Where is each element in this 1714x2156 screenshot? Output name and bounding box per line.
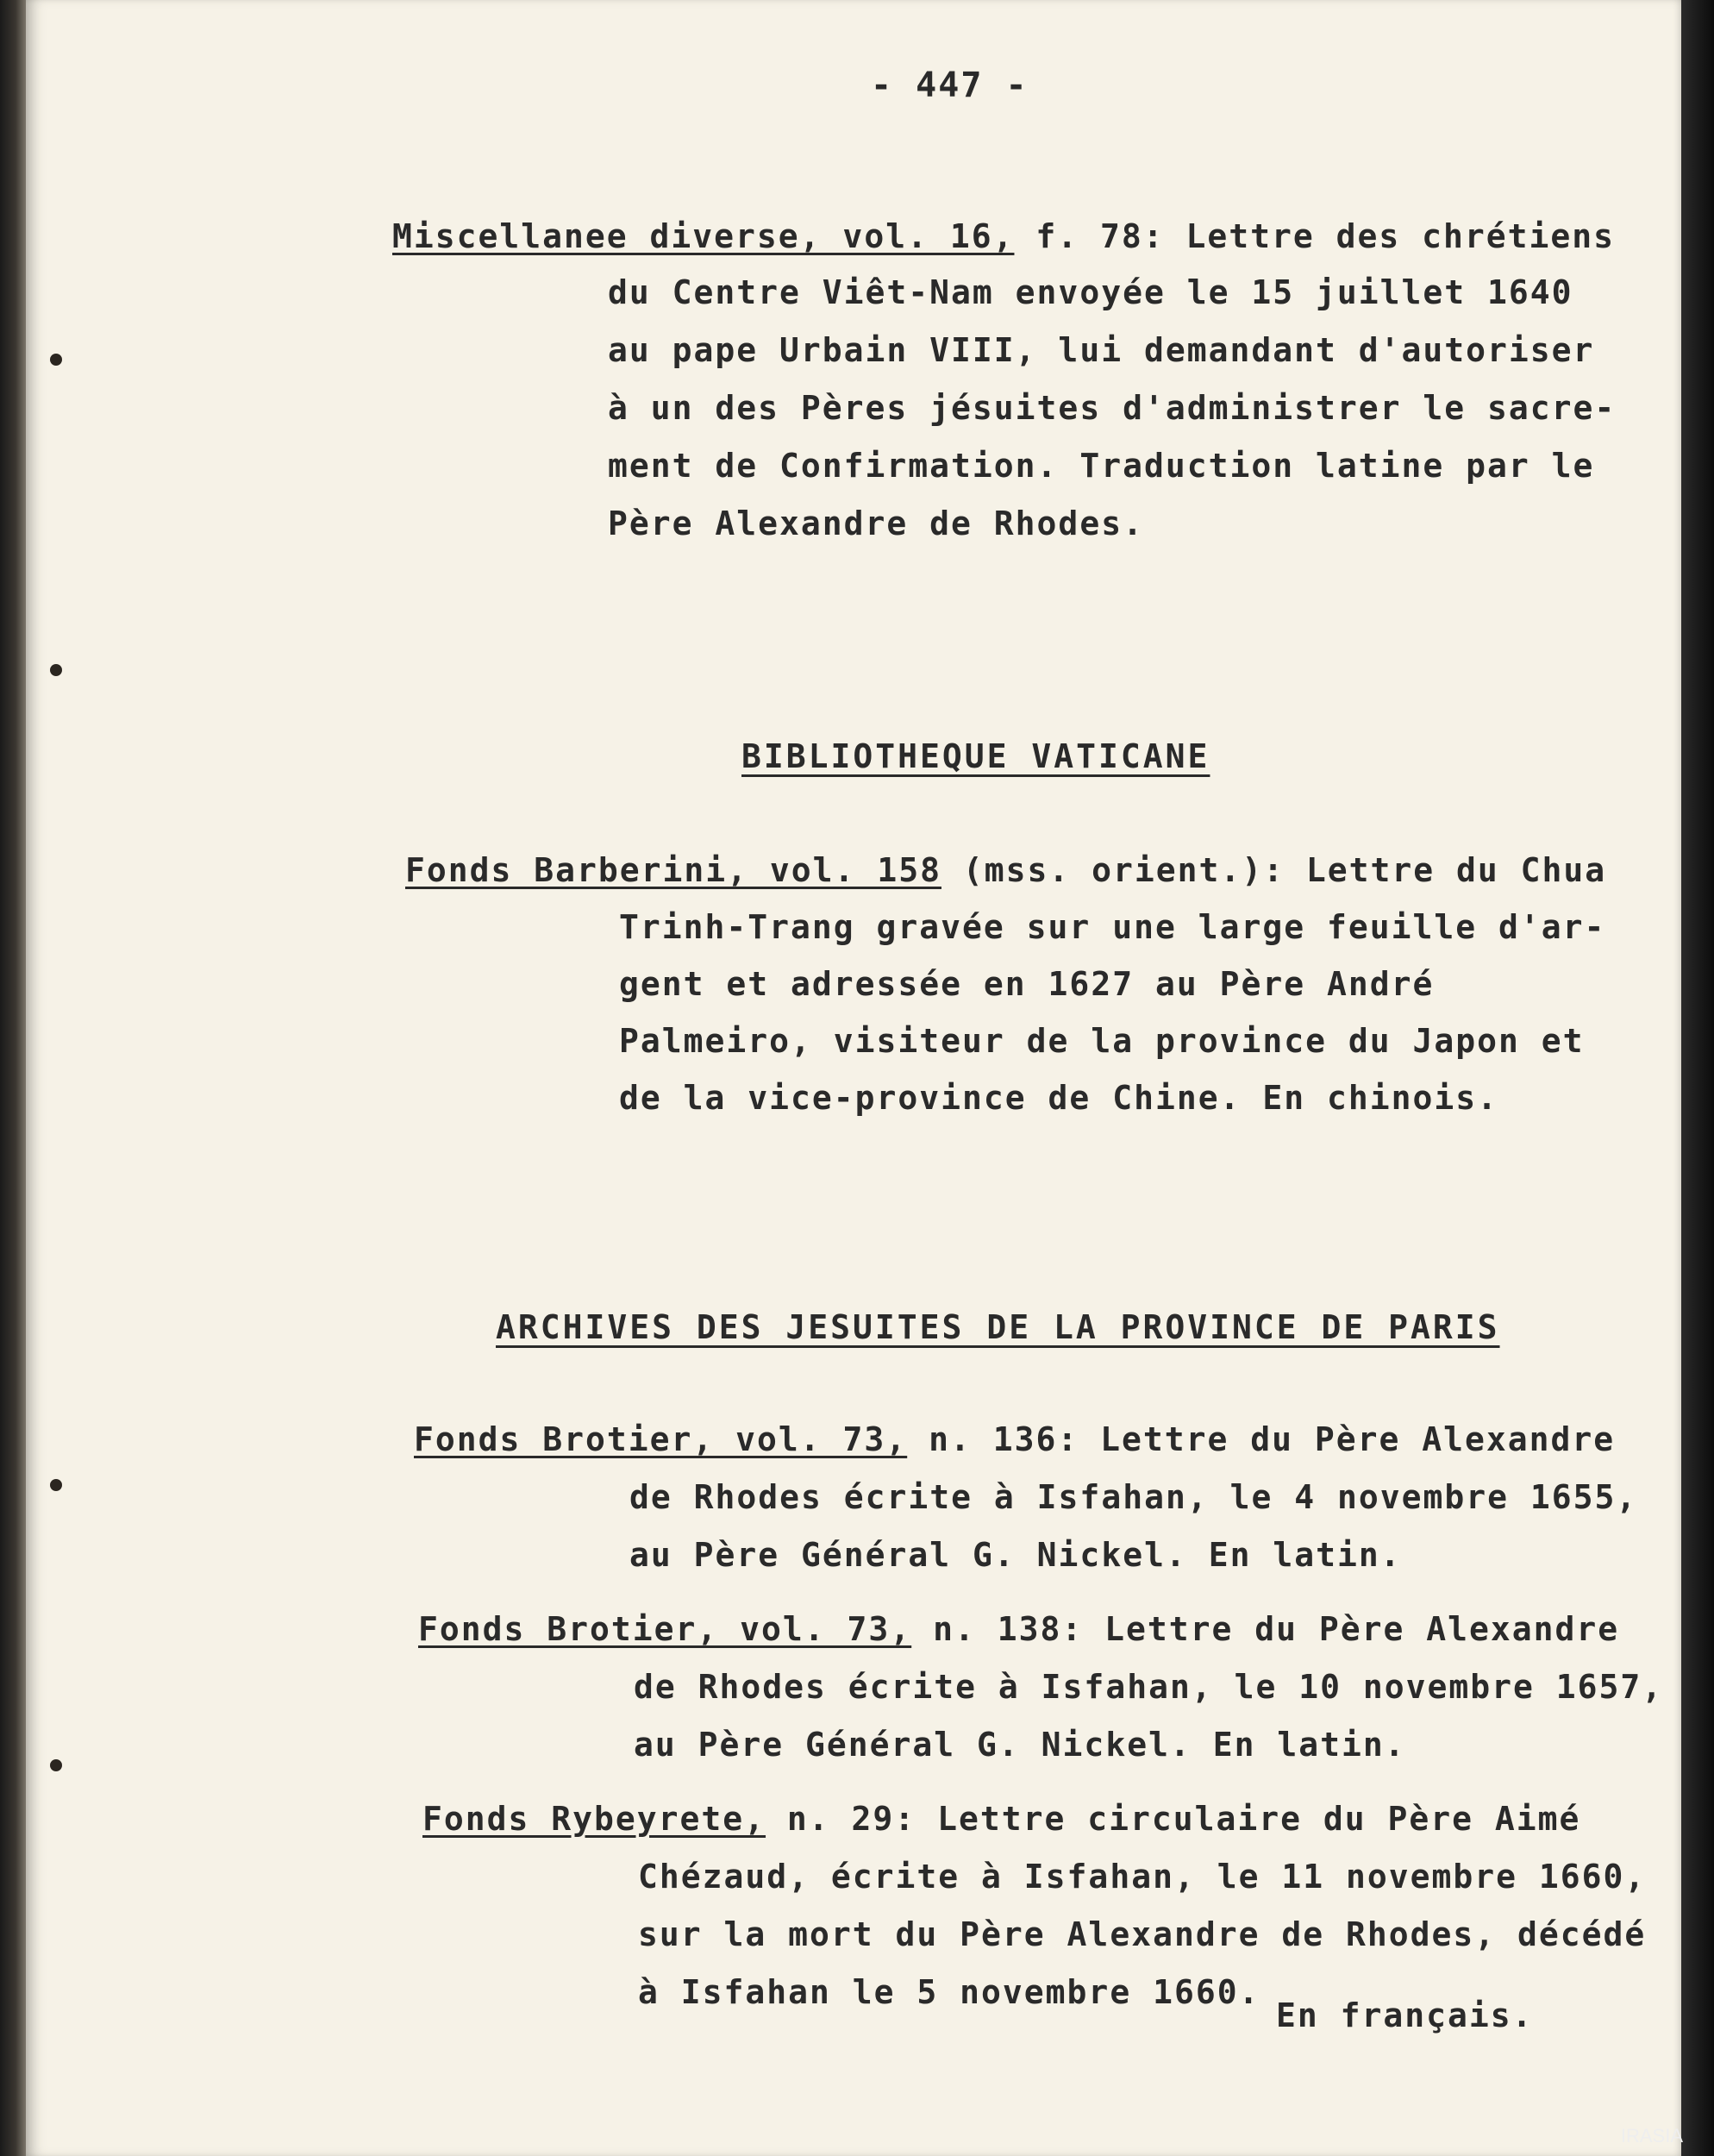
entry-label: Fonds Brotier, vol. 73,	[418, 1610, 912, 1648]
entry-label: Fonds Brotier, vol. 73,	[414, 1420, 908, 1458]
entry-first-line	[414, 1420, 1616, 1458]
entry-first-line	[392, 217, 1616, 255]
entry-label: Fonds Rybeyrete,	[422, 1800, 766, 1838]
entry-line: En français.	[1276, 1996, 1534, 2034]
entry-first-line	[422, 1800, 1581, 1838]
entry-line: sur la mort du Père Alexandre de Rhodes, décédé	[638, 1915, 1647, 1953]
entry-label: Miscellanee diverse, vol. 16,	[392, 217, 1015, 255]
entry-line: Père Alexandre de Rhodes.	[608, 505, 1144, 542]
entry-first-line	[405, 851, 1607, 889]
binding-hole	[50, 1479, 62, 1491]
entry-line: gent et adressée en 1627 au Père André	[619, 965, 1435, 1003]
section-heading: ARCHIVES DES JESUITES DE LA PROVINCE DE PARIS	[496, 1308, 1500, 1346]
entry-first-line-text: f. 78: Lettre des chrétiens	[1014, 217, 1616, 255]
entry-line: ment de Confirmation. Traduction latine par le	[608, 447, 1595, 485]
entry-line: Palmeiro, visiteur de la province du Japon et	[619, 1022, 1585, 1060]
entry-line: Chézaud, écrite à Isfahan, le 11 novembre 1660,	[638, 1858, 1647, 1896]
binding-hole	[50, 664, 62, 676]
entry-line: de Rhodes écrite à Isfahan, le 10 novembre 1657,	[634, 1668, 1664, 1706]
entry-first-line	[418, 1610, 1620, 1648]
page-number: - 447 -	[871, 66, 1029, 105]
entry-line: de la vice-province de Chine. En chinois.	[619, 1079, 1498, 1117]
entry-first-line-text: n. 136: Lettre du Père Alexandre	[907, 1420, 1616, 1458]
entry-first-line-text: n. 29: Lettre circulaire du Père Aimé	[766, 1800, 1581, 1838]
entry-line: au Père Général G. Nickel. En latin.	[634, 1726, 1406, 1764]
entry-line: au Père Général G. Nickel. En latin.	[629, 1536, 1402, 1574]
page-right-shadow	[1681, 0, 1714, 2156]
entry-line: de Rhodes écrite à Isfahan, le 4 novembre 1655,	[629, 1478, 1638, 1516]
entry-first-line-text: (mss. orient.): Lettre du Chua	[941, 851, 1607, 889]
entry-first-line-text: n. 138: Lettre du Père Alexandre	[911, 1610, 1620, 1648]
binding-hole	[50, 1759, 62, 1771]
entry-line: au pape Urbain VIII, lui demandant d'autoriser	[608, 331, 1595, 369]
section-heading: BIBLIOTHEQUE VATICANE	[741, 737, 1210, 775]
entry-line: à un des Pères jésuites d'administrer le sacre-	[608, 389, 1617, 427]
entry-line: du Centre Viêt-Nam envoyée le 15 juillet 1640	[608, 273, 1573, 311]
watermark: IRASIA	[1620, 2125, 1683, 2147]
entry-line: Trinh-Trang gravée sur une large feuille d'ar-	[619, 908, 1606, 946]
entry-line: à Isfahan le 5 novembre 1660.	[638, 1973, 1260, 2011]
binding-edge	[0, 0, 26, 2156]
binding-hole	[50, 354, 62, 366]
entry-label: Fonds Barberini, vol. 158	[405, 851, 941, 889]
